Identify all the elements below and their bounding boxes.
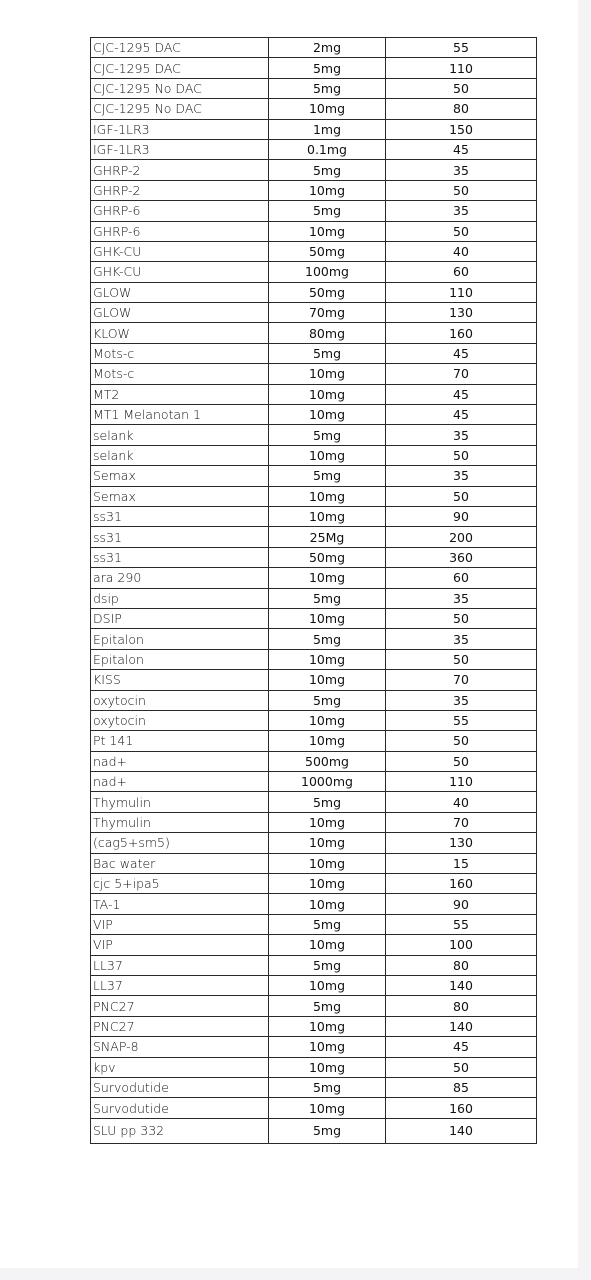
- table-row: [91, 201, 537, 221]
- product-name-cell: Epitalon: [91, 649, 269, 669]
- price-cell: 80: [386, 955, 537, 975]
- table-row: [91, 1057, 537, 1077]
- table-row: [91, 486, 537, 506]
- product-name-cell: Semax: [91, 486, 269, 506]
- product-name-cell: SNAP-8: [91, 1037, 269, 1057]
- dose-cell: 10mg: [269, 364, 386, 384]
- dose-cell: 5mg: [269, 425, 386, 445]
- product-name-cell: CJC-1295 No DAC: [91, 78, 269, 98]
- product-name-cell: PNC27: [91, 996, 269, 1016]
- price-cell: 110: [386, 772, 537, 792]
- table-row: [91, 425, 537, 445]
- table-row: [91, 833, 537, 853]
- dose-cell: 10mg: [269, 405, 386, 425]
- dose-cell: 5mg: [269, 78, 386, 98]
- table-row: [91, 1118, 537, 1143]
- table-row: [91, 996, 537, 1016]
- dose-cell: 10mg: [269, 99, 386, 119]
- dose-cell: 50mg: [269, 241, 386, 261]
- dose-cell: 10mg: [269, 649, 386, 669]
- product-name-cell: KLOW: [91, 323, 269, 343]
- price-cell: 90: [386, 894, 537, 914]
- price-cell: 50: [386, 221, 537, 241]
- product-name-cell: nad+: [91, 751, 269, 771]
- product-name-cell: cjc 5+ipa5: [91, 874, 269, 894]
- price-cell: 35: [386, 466, 537, 486]
- product-name-cell: kpv: [91, 1057, 269, 1077]
- dose-cell: 5mg: [269, 914, 386, 934]
- dose-cell: 10mg: [269, 1016, 386, 1036]
- table-row: [91, 710, 537, 730]
- table-row: [91, 792, 537, 812]
- table-row: [91, 160, 537, 180]
- price-cell: 130: [386, 833, 537, 853]
- table-row: [91, 670, 537, 690]
- dose-cell: 10mg: [269, 935, 386, 955]
- table-row: [91, 221, 537, 241]
- dose-cell: 25Mg: [269, 527, 386, 547]
- price-cell: 45: [386, 139, 537, 159]
- product-name-cell: Pt 141: [91, 731, 269, 751]
- dose-cell: 10mg: [269, 486, 386, 506]
- price-cell: 70: [386, 812, 537, 832]
- product-name-cell: MT2: [91, 384, 269, 404]
- product-name-cell: CJC-1295 DAC: [91, 38, 269, 58]
- table-row: [91, 608, 537, 628]
- price-cell: 35: [386, 160, 537, 180]
- price-cell: 40: [386, 241, 537, 261]
- price-cell: 45: [386, 1037, 537, 1057]
- table-row: [91, 506, 537, 526]
- dose-cell: 5mg: [269, 690, 386, 710]
- product-name-cell: LL37: [91, 955, 269, 975]
- price-cell: 100: [386, 935, 537, 955]
- product-name-cell: LL37: [91, 975, 269, 995]
- dose-cell: 10mg: [269, 180, 386, 200]
- dose-cell: 100mg: [269, 262, 386, 282]
- dose-cell: 5mg: [269, 343, 386, 363]
- product-name-cell: Mots-c: [91, 364, 269, 384]
- dose-cell: 50mg: [269, 282, 386, 302]
- product-name-cell: IGF-1LR3: [91, 139, 269, 159]
- price-cell: 160: [386, 874, 537, 894]
- table-row: [91, 751, 537, 771]
- product-name-cell: Bac water: [91, 853, 269, 873]
- table-row: [91, 568, 537, 588]
- product-name-cell: CJC-1295 DAC: [91, 58, 269, 78]
- price-cell: 50: [386, 445, 537, 465]
- price-cell: 55: [386, 710, 537, 730]
- price-cell: 50: [386, 78, 537, 98]
- price-cell: 60: [386, 262, 537, 282]
- dose-cell: 5mg: [269, 955, 386, 975]
- table-row: [91, 731, 537, 751]
- table-row: [91, 119, 537, 139]
- table-row: [91, 466, 537, 486]
- table-row: [91, 38, 537, 58]
- table-row: [91, 649, 537, 669]
- product-name-cell: KISS: [91, 670, 269, 690]
- table-row: [91, 343, 537, 363]
- price-cell: 50: [386, 1057, 537, 1077]
- product-name-cell: GHK-CU: [91, 241, 269, 261]
- table-row: [91, 914, 537, 934]
- price-cell: 45: [386, 384, 537, 404]
- product-name-cell: Epitalon: [91, 629, 269, 649]
- table-row: [91, 1037, 537, 1057]
- price-cell: 15: [386, 853, 537, 873]
- price-cell: 50: [386, 180, 537, 200]
- product-name-cell: nad+: [91, 772, 269, 792]
- price-cell: 70: [386, 670, 537, 690]
- dose-cell: 0.1mg: [269, 139, 386, 159]
- dose-cell: 10mg: [269, 833, 386, 853]
- table-row: [91, 78, 537, 98]
- price-cell: 160: [386, 1098, 537, 1118]
- product-name-cell: GHRP-6: [91, 201, 269, 221]
- table-row: [91, 629, 537, 649]
- dose-cell: 5mg: [269, 1077, 386, 1097]
- price-cell: 90: [386, 506, 537, 526]
- table-row: [91, 405, 537, 425]
- product-name-cell: PNC27: [91, 1016, 269, 1036]
- table-row: [91, 1077, 537, 1097]
- dose-cell: 500mg: [269, 751, 386, 771]
- product-name-cell: ara 290: [91, 568, 269, 588]
- dose-cell: 10mg: [269, 608, 386, 628]
- price-cell: 50: [386, 751, 537, 771]
- dose-cell: 5mg: [269, 996, 386, 1016]
- dose-cell: 10mg: [269, 1057, 386, 1077]
- table-row: [91, 588, 537, 608]
- price-cell: 35: [386, 588, 537, 608]
- table-row: [91, 99, 537, 119]
- product-name-cell: VIP: [91, 914, 269, 934]
- product-name-cell: ss31: [91, 506, 269, 526]
- product-name-cell: Thymulin: [91, 812, 269, 832]
- dose-cell: 10mg: [269, 731, 386, 751]
- product-name-cell: Mots-c: [91, 343, 269, 363]
- table-row: [91, 935, 537, 955]
- table-row: [91, 1016, 537, 1036]
- product-name-cell: Thymulin: [91, 792, 269, 812]
- price-cell: 35: [386, 690, 537, 710]
- product-name-cell: SLU pp 332: [91, 1118, 269, 1143]
- product-name-cell: oxytocin: [91, 690, 269, 710]
- product-name-cell: GHRP-6: [91, 221, 269, 241]
- dose-cell: 10mg: [269, 1037, 386, 1057]
- table-row: [91, 772, 537, 792]
- table-row: [91, 1098, 537, 1118]
- product-name-cell: GLOW: [91, 282, 269, 302]
- dose-cell: 10mg: [269, 568, 386, 588]
- table-row: [91, 262, 537, 282]
- price-cell: 50: [386, 649, 537, 669]
- product-name-cell: DSIP: [91, 608, 269, 628]
- dose-cell: 2mg: [269, 38, 386, 58]
- table-row: [91, 894, 537, 914]
- dose-cell: 1mg: [269, 119, 386, 139]
- price-cell: 35: [386, 425, 537, 445]
- price-cell: 55: [386, 38, 537, 58]
- table-row: [91, 58, 537, 78]
- dose-cell: 10mg: [269, 221, 386, 241]
- price-cell: 45: [386, 343, 537, 363]
- table-row: [91, 955, 537, 975]
- product-name-cell: GHK-CU: [91, 262, 269, 282]
- table-row: [91, 180, 537, 200]
- dose-cell: 5mg: [269, 201, 386, 221]
- dose-cell: 10mg: [269, 975, 386, 995]
- price-cell: 35: [386, 629, 537, 649]
- price-table: [90, 37, 537, 1144]
- dose-cell: 10mg: [269, 710, 386, 730]
- price-cell: 140: [386, 1016, 537, 1036]
- price-cell: 140: [386, 975, 537, 995]
- table-row: [91, 303, 537, 323]
- dose-cell: 1000mg: [269, 772, 386, 792]
- table-row: [91, 874, 537, 894]
- table-row: [91, 384, 537, 404]
- price-cell: 80: [386, 996, 537, 1016]
- table-row: [91, 241, 537, 261]
- product-name-cell: Survodutide: [91, 1098, 269, 1118]
- dose-cell: 5mg: [269, 1118, 386, 1143]
- product-name-cell: GHRP-2: [91, 160, 269, 180]
- dose-cell: 10mg: [269, 874, 386, 894]
- price-cell: 150: [386, 119, 537, 139]
- price-cell: 50: [386, 731, 537, 751]
- price-cell: 160: [386, 323, 537, 343]
- price-cell: 40: [386, 792, 537, 812]
- table-row: [91, 139, 537, 159]
- dose-cell: 10mg: [269, 812, 386, 832]
- price-cell: 80: [386, 99, 537, 119]
- product-name-cell: GLOW: [91, 303, 269, 323]
- price-cell: 140: [386, 1118, 537, 1143]
- product-name-cell: dsip: [91, 588, 269, 608]
- table-row: [91, 364, 537, 384]
- dose-cell: 70mg: [269, 303, 386, 323]
- dose-cell: 10mg: [269, 384, 386, 404]
- dose-cell: 10mg: [269, 670, 386, 690]
- product-name-cell: CJC-1295 No DAC: [91, 99, 269, 119]
- dose-cell: 5mg: [269, 58, 386, 78]
- product-name-cell: GHRP-2: [91, 180, 269, 200]
- price-cell: 45: [386, 405, 537, 425]
- product-name-cell: IGF-1LR3: [91, 119, 269, 139]
- price-cell: 110: [386, 282, 537, 302]
- product-name-cell: ss31: [91, 547, 269, 567]
- price-cell: 130: [386, 303, 537, 323]
- dose-cell: 5mg: [269, 588, 386, 608]
- dose-cell: 10mg: [269, 894, 386, 914]
- table-body: [91, 38, 537, 1144]
- table-row: [91, 975, 537, 995]
- price-cell: 50: [386, 608, 537, 628]
- table-row: [91, 547, 537, 567]
- price-cell: 55: [386, 914, 537, 934]
- price-cell: 360: [386, 547, 537, 567]
- dose-cell: 5mg: [269, 792, 386, 812]
- price-cell: 110: [386, 58, 537, 78]
- product-name-cell: selank: [91, 445, 269, 465]
- table-row: [91, 527, 537, 547]
- product-name-cell: Survodutide: [91, 1077, 269, 1097]
- product-name-cell: selank: [91, 425, 269, 445]
- dose-cell: 5mg: [269, 466, 386, 486]
- price-cell: 70: [386, 364, 537, 384]
- dose-cell: 5mg: [269, 629, 386, 649]
- price-cell: 50: [386, 486, 537, 506]
- dose-cell: 10mg: [269, 506, 386, 526]
- dose-cell: 80mg: [269, 323, 386, 343]
- product-name-cell: VIP: [91, 935, 269, 955]
- product-name-cell: Semax: [91, 466, 269, 486]
- price-cell: 200: [386, 527, 537, 547]
- product-name-cell: ss31: [91, 527, 269, 547]
- product-name-cell: (cag5+sm5): [91, 833, 269, 853]
- dose-cell: 10mg: [269, 1098, 386, 1118]
- product-name-cell: MT1 Melanotan 1: [91, 405, 269, 425]
- table-row: [91, 853, 537, 873]
- table-row: [91, 445, 537, 465]
- table-row: [91, 690, 537, 710]
- product-name-cell: oxytocin: [91, 710, 269, 730]
- table-row: [91, 812, 537, 832]
- dose-cell: 10mg: [269, 445, 386, 465]
- dose-cell: 50mg: [269, 547, 386, 567]
- product-name-cell: TA-1: [91, 894, 269, 914]
- dose-cell: 10mg: [269, 853, 386, 873]
- dose-cell: 5mg: [269, 160, 386, 180]
- price-cell: 85: [386, 1077, 537, 1097]
- price-cell: 35: [386, 201, 537, 221]
- table-row: [91, 282, 537, 302]
- price-cell: 60: [386, 568, 537, 588]
- table-row: [91, 323, 537, 343]
